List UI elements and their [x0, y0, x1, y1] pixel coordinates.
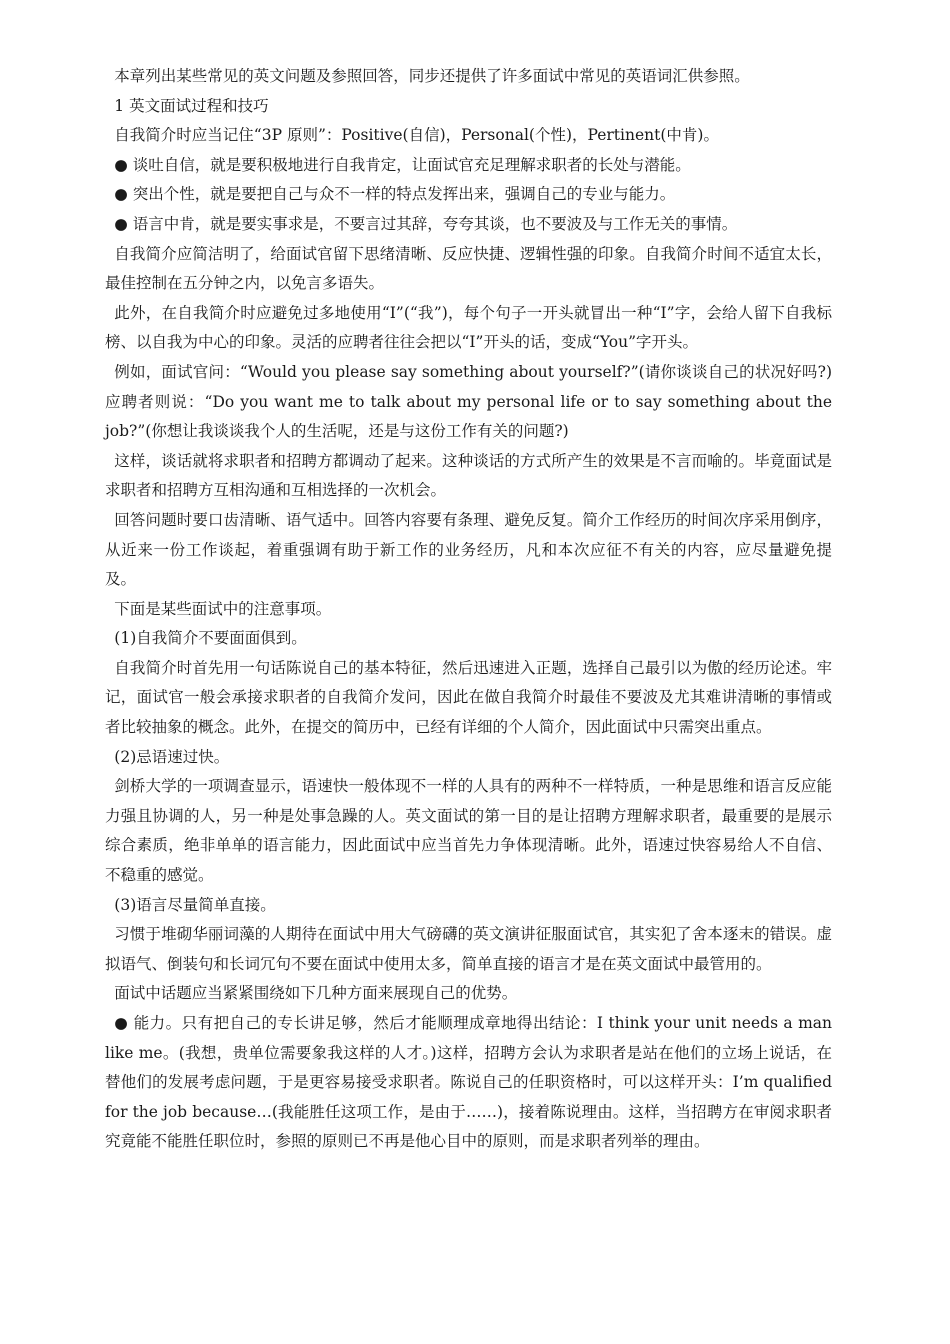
note-1-body: 自我简介时首先用一句话陈说自己的基本特征，然后迅速进入正题，选择自己最引以为傲的经历论述。牢记，面试官一般会承接求职者的自我简介发问，因此在做自我简介时最佳不要波及尤其难讲清晰的事情或者比较抽象的概念。此外，在提交的简历中，已经有详细的个人简介，因此面试中只需突出重点。	[105, 658, 832, 737]
3p-principle-paragraph: 自我简介时应当记住“3P 原则”：Positive(自信)，Personal(个性)，Pertinent(中肯)。	[114, 126, 719, 145]
example-paragraph: 例如，面试官问：“Would you please say something about yourself?”(请你谈谈自己的状况好吗?)应聘者则说：“Do you want me to talk about my personal life or to say something about the job?”(你想让我谈谈我个人的生活呢，还是与这份工作有关的问题?)	[105, 362, 832, 441]
mobilize-paragraph: 这样，谈话就将求职者和招聘方都调动了起来。这种谈话的方式所产生的效果是不言而喻的。毕竟面试是求职者和招聘方互相沟通和互相选择的一次机会。	[105, 451, 832, 500]
concise-paragraph: 自我简介应简洁明了，给面试官留下思绪清晰、反应快捷、逻辑性强的印象。自我简介时间不适宜太长，最佳控制在五分钟之内，以免言多语失。	[105, 244, 832, 293]
intro-paragraph: 本章列出某些常见的英文问题及参照回答，同步还提供了许多面试中常见的英语词汇供参照。	[114, 67, 750, 85]
note-1-heading: (1)自我简介不要面面俱到。	[114, 629, 307, 648]
note-3-body: 习惯于堆砌华丽词藻的人期待在面试中用大气磅礴的英文演讲征服面试官，其实犯了舍本逐末的错误。虚拟语气、倒装句和长词冗句不要在面试中使用太多，简单直接的语言才是在英文面试中最管用的。	[105, 925, 832, 973]
bullet-pertinent: ● 语言中肯，就是要实事求是，不要言过其辞，夸夸其谈，也不要波及与工作无关的事情。	[114, 214, 738, 233]
advantages-paragraph: 面试中话题应当紧紧围绕如下几种方面来展现自己的优势。	[114, 984, 518, 1003]
note-2-body: 剑桥大学的一项调查显示，语速快一般体现不一样的人具有的两种不一样特质，一种是思维和语言反应能力强且协调的人，另一种是处事急躁的人。英文面试的第一目的是让招聘方理解求职者，最重要的是展示综合素质，绝非单单的语言能力，因此面试中应当首先力争体现清晰。此外，语速过快容易给人不自信、不稳重的感觉。	[105, 777, 832, 885]
section-heading: 1 英文面试过程和技巧	[114, 96, 269, 115]
bullet-personal: ● 突出个性，就是要把自己与众不一样的特点发挥出来，强调自己的专业与能力。	[114, 185, 676, 204]
note-2-heading: (2)忌语速过快。	[114, 747, 230, 766]
bullet-positive: ● 谈吐自信，就是要积极地进行自我肯定，让面试官充足理解求职者的长处与潜能。	[114, 155, 691, 174]
answer-clearly-paragraph: 回答问题时要口齿清晰、语气适中。回答内容要有条理、避免反复。简介工作经历的时间次序采用倒序，从近来一份工作谈起，着重强调有助于新工作的业务经历，凡和本次应征不有关的内容，应尽量避免提及。	[105, 510, 832, 589]
notes-heading: 下面是某些面试中的注意事项。	[114, 599, 332, 618]
bullet-ability: ● 能力。只有把自己的专长讲足够，然后才能顺理成章地得出结论：I think your unit needs a man like me。(我想，贵单位需要象我这样的人才。)这样，招聘方会认为求职者是站在他们的立场上说话，在替他们的发展考虑问题，于是更容易接受求职者。陈说自己的任职资格时，可以这样开头：I’m qualified for the job because…(我能胜任这项工作，是由于……)，接着陈说理由。这样，当招聘方在审阅求职者究竟能不能胜任职位时，参照的原则已不再是他心目中的原则，而是求职者列举的理由。	[105, 1014, 832, 1151]
note-3-heading: (3)语言尽量简单直接。	[114, 895, 276, 914]
avoid-i-paragraph: 此外，在自我简介时应避免过多地使用“I”(“我”)，每个句子一开头就冒出一种“I”字，会给人留下自我标榜、以自我为中心的印象。灵活的应聘者往往会把以“I”开头的话，变成“You”字开头。	[105, 303, 832, 352]
